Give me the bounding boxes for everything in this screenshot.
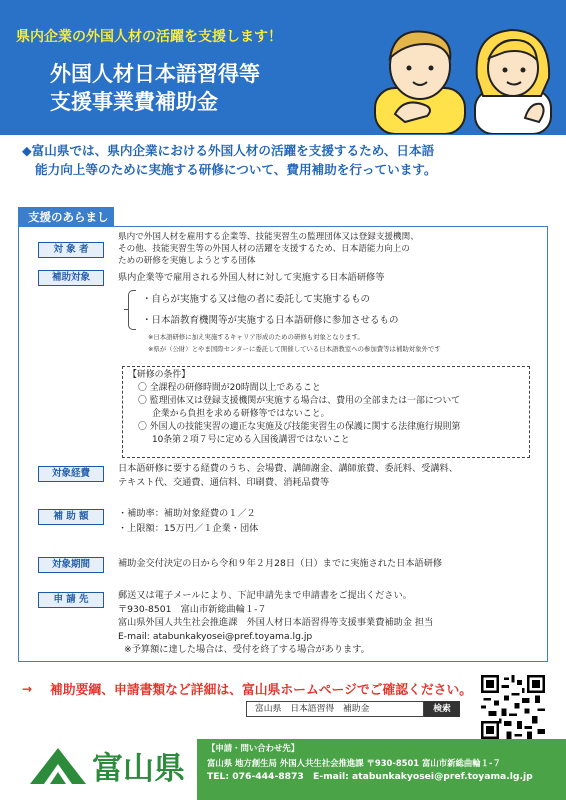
apply-email[interactable]: E-mail: atabunkakyosei@pref.toyama.lg.jp	[118, 630, 313, 642]
lead-line-2: 能力向上等のために実施する研修について、費用補助を行っています。	[35, 162, 437, 177]
header-tagline: 県内企業の外国人材の活躍を支援します！	[16, 29, 282, 45]
cta-text: 補助要綱、申請書類など詳細は、富山県ホームページでご確認ください。	[50, 683, 473, 698]
header-banner	[0, 0, 566, 135]
expenses-text	[118, 462, 458, 490]
expenses-line: テキスト代、交通費、通信料、印刷費、消耗品費等	[118, 477, 330, 488]
two-people-illustration-icon	[365, 18, 555, 134]
search-terms: 富山県 日本語習得 補助金	[246, 701, 424, 717]
apply-line: 〒930-8501 富山市新総曲輪１-７	[118, 603, 267, 615]
contact-panel	[197, 739, 566, 800]
amount-line: ・補助率：補助対象経費の１／２	[118, 508, 256, 519]
expenses-label: 対象経費	[38, 466, 104, 482]
apply-text	[118, 589, 433, 657]
period-label: 対象期間	[38, 557, 104, 573]
page-title	[50, 60, 260, 116]
outline-heading: 支援のあらまし	[18, 207, 114, 227]
condition-item: 〇 外国人の技能実習の適正な実施及び技能実習生の保護に関する法律施行規則第	[138, 422, 461, 432]
eligible-label: 対 象 者	[38, 242, 104, 258]
brace-bracket	[128, 290, 136, 330]
title-line-1: 外国人材日本語習得等	[50, 62, 260, 86]
period-text: 補助金交付決定の日から令和９年２月28日（日）までに実施された日本語研修	[118, 558, 443, 569]
conditions-title: 【研修の条件】	[128, 370, 191, 380]
target-note-1: ※日本語研修に加え実施するキャリア形成のための研修も対象となります。	[148, 333, 364, 341]
target-option-1: ・自らが実施する又は他の者に委託して実施するもの	[142, 294, 371, 305]
condition-item: 10条第２項７号に定める入国後講習ではないこと	[152, 435, 350, 445]
expenses-line: 日本語研修に要する経費のうち、会場費、講師謝金、講師旅費、委託料、受講料、	[118, 463, 458, 474]
amount-label: 補 助 額	[38, 509, 104, 525]
eligible-text	[118, 231, 419, 267]
eligible-line: 県内で外国人材を雇用する企業等、技能実習生の監理団体又は登録支援機関、	[118, 232, 419, 242]
brace-point	[124, 309, 129, 310]
search-button: 検索	[424, 701, 460, 717]
apply-label: 申 請 先	[38, 592, 104, 608]
arrow-right-icon: →	[22, 682, 33, 696]
target-option-2: ・日本語教育機関等が実施する日本語研修に参加させるもの	[142, 315, 399, 326]
contact-org: 富山県 地方創生局 外国人共生社会推進課 〒930-8501 富山市新総曲輪１-７	[207, 758, 501, 768]
apply-line: 富山県外国人共生社会推進課 外国人材日本語習得等支援事業費補助金 担当	[118, 617, 434, 628]
contact-title: 【申請・問い合わせ先】	[207, 743, 300, 753]
eligible-line: ための研修を実施しようとする団体	[118, 256, 256, 266]
condition-item: 〇 監理団体又は登録支援機関が実施する場合は、費用の全部または一部について	[138, 396, 461, 406]
toyama-prefecture-logo-icon	[28, 744, 88, 786]
target-label: 補助対象	[38, 270, 104, 286]
target-note-2: ※県が（公財）とやま国際センターに委託して開催している日本語教室への参加費等は補助対象外です	[148, 345, 441, 353]
amount-text	[118, 506, 258, 536]
amount-line: ・上限額：15万円／１企業・団体	[118, 523, 259, 534]
lead-line-1: ◆富山県では、県内企業における外国人材の活躍を支援するため、日本語	[22, 143, 435, 158]
apply-line: 郵送又は電子メールにより、下記申請先まで申請書をご提出ください。	[118, 590, 412, 601]
lead-text	[22, 141, 552, 179]
contact-tel-email[interactable]: TEL: 076-444-8873 E-mail: atabunkakyosei@pref.toyama.lg.jp	[207, 771, 533, 782]
title-line-2: 支援事業費補助金	[50, 90, 218, 114]
qr-code-icon[interactable]	[481, 675, 545, 739]
condition-item: 〇 全課程の研修時間が20時間以上であること	[138, 383, 321, 393]
eligible-line: その他、技能実習生等の外国人材の活躍を支援するため、日本語能力向上の	[118, 244, 410, 254]
apply-line: ※予算額に達した場合は、受付を終了する場合があります。	[124, 644, 370, 655]
target-text: 県内企業等で雇用される外国人材に対して実施する日本語研修等	[118, 272, 385, 283]
logo-text: 富山県	[92, 751, 185, 787]
condition-item: 企業から負担を求める研修等ではないこと。	[152, 409, 330, 419]
